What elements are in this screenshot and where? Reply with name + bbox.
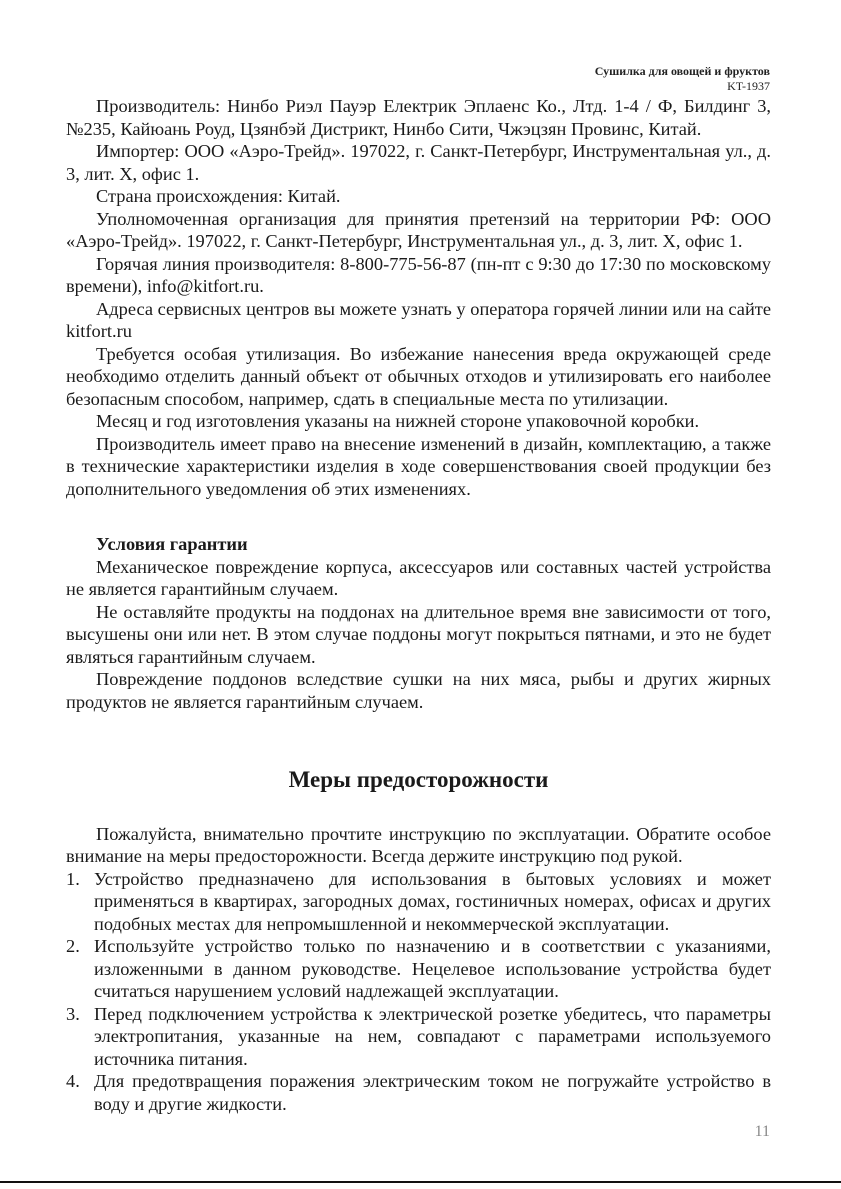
manufacturer-info	[66, 95, 771, 500]
list-item-text: Для предотвращения поражения электрическим током не погружайте устройство в воду и другие жидкости.	[94, 1071, 771, 1114]
claims-org-paragraph: Уполномоченная организация для принятия претензий на территории РФ: ООО «Аэро-Трейд». 197022, г. Санкт-Петербург, Инструментальная ул., д. 3, лит. Х, офис 1.	[66, 208, 771, 251]
warranty-heading: Условия гарантии	[96, 534, 248, 554]
manufacturer-paragraph: Производитель: Нинбо Риэл Пауэр Електрик Эплаенс Ко., Лтд. 1-4 / Ф, Билдинг 3, №235, Кайюань Роуд, Цзянбэй Дистрикт, Нинбо Сити, Чжэцзян Провинс, Китай.	[66, 96, 771, 139]
list-item	[66, 1070, 771, 1115]
list-item-text: Используйте устройство только по назначению и в соответствии с указаниями, изложенными в данном руководстве. Нецелевое использование устройства будет считаться нарушением условий надлежащей эксплуатации.	[94, 936, 771, 1001]
header-model-number: KT-1937	[727, 79, 770, 93]
list-item	[66, 1003, 771, 1071]
list-item-text: Перед подключением устройства к электрической розетке убедитесь, что параметры электропитания, указанные на нем, совпадают с параметрами используемого источника питания.	[94, 1003, 771, 1069]
page-header	[595, 64, 770, 94]
list-item-text: Устройство предназначено для использования в бытовых условиях и может применяться в квартирах, загородных домах, гостиничных номерах, офисах и других подобных местах для непромышленной и некоммерческой эксплуатации.	[94, 868, 771, 934]
bottom-divider	[0, 1181, 841, 1183]
list-item-number: 4.	[66, 1071, 80, 1091]
precautions-intro: Пожалуйста, внимательно прочтите инструкцию по эксплуатации. Обратите особое внимание на меры предосторожности. Всегда держите инструкцию под рукой.	[66, 823, 771, 866]
warranty-paragraph: Механическое повреждение корпуса, аксессуаров или составных частей устройства не является гарантийным случаем.	[66, 556, 771, 599]
page-content	[66, 95, 771, 1115]
precautions-section	[66, 769, 771, 1115]
manufacture-date-paragraph: Месяц и год изготовления указаны на нижней стороне упаковочной коробки.	[96, 411, 700, 431]
header-product-name: Сушилка для овощей и фруктов	[594, 64, 770, 78]
warranty-paragraph: Не оставляйте продукты на поддонах на длительное время вне зависимости от того, высушены они или нет. В этом случае поддоны могут покрыться пятнами, и это не будет являться гарантийным случаем.	[66, 601, 771, 667]
origin-paragraph: Страна происхождения: Китай.	[96, 186, 341, 206]
list-item-number: 2.	[66, 936, 80, 956]
list-item	[66, 935, 771, 1003]
page-number: 11	[754, 1123, 770, 1140]
list-item-number: 3.	[66, 1003, 80, 1024]
precautions-list	[66, 868, 771, 1116]
disposal-paragraph: Требуется особая утилизация. Во избежание нанесения вреда окружающей среде необходимо отделить данный объект от обычных отходов и утилизировать его наиболее безопасным способом, например, сдать в специальные места по утилизации.	[66, 343, 771, 409]
warranty-section	[66, 533, 771, 713]
service-centers-paragraph: Адреса сервисных центров вы можете узнать у оператора горячей линии или на сайте kitfort.ru	[66, 298, 771, 341]
hotline-paragraph: Горячая линия производителя: 8-800-775-56-87 (пн-пт с 9:30 до 17:30 по московскому времени), info@kitfort.ru.	[66, 253, 771, 296]
warranty-paragraph: Повреждение поддонов вследствие сушки на них мяса, рыбы и других жирных продуктов не является гарантийным случаем.	[66, 669, 771, 712]
importer-paragraph: Импортер: ООО «Аэро-Трейд». 197022, г. Санкт-Петербург, Инструментальная ул., д. 3, лит. Х, офис 1.	[66, 141, 771, 184]
changes-paragraph: Производитель имеет право на внесение изменений в дизайн, комплектацию, а также в технические характеристики изделия в ходе совершенствования своей продукции без дополнительного уведомления об этих изменениях.	[66, 433, 771, 499]
precautions-title: Меры предосторожности	[288, 767, 549, 792]
list-item	[66, 868, 771, 936]
list-item-number: 1.	[66, 868, 80, 889]
